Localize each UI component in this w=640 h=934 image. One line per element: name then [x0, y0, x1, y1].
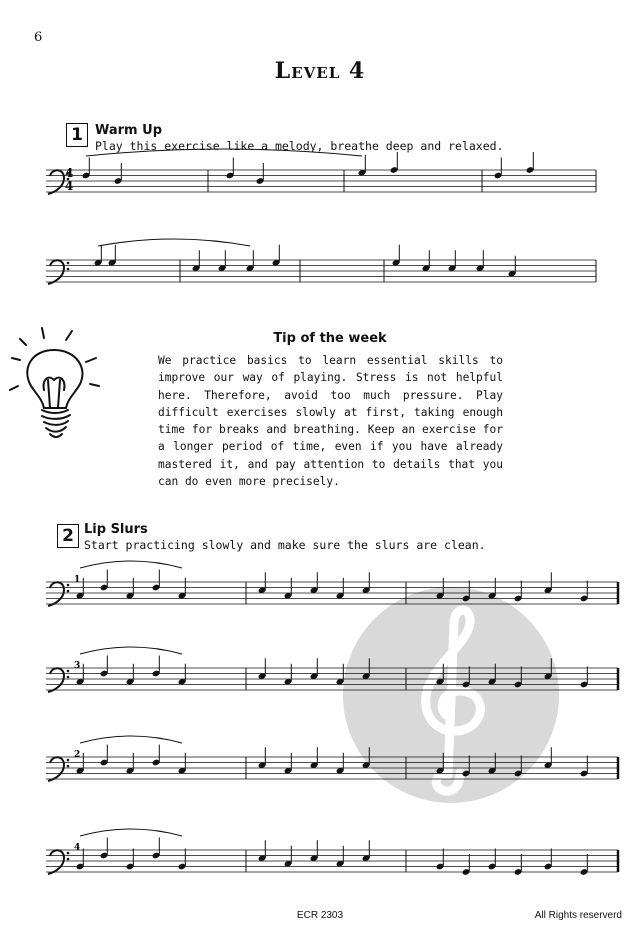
bass-clef: [48, 582, 64, 606]
section-number-badge: 2: [57, 524, 79, 548]
bass-clef: [48, 260, 64, 284]
bass-clef: [48, 757, 64, 781]
bass-clef: [48, 850, 64, 874]
section-number-badge: 1: [66, 123, 88, 147]
slur: [80, 829, 182, 836]
footer-code: ECR 2303: [296, 910, 344, 921]
bass-clef: [48, 170, 64, 194]
bass-clef-dot: [67, 676, 70, 679]
bass-clef-dot: [67, 268, 70, 271]
slur: [80, 647, 182, 654]
slur: [80, 736, 182, 743]
bass-clef-dot: [67, 590, 70, 593]
section-description: Play this exercise like a melody, breathe deep and relaxed.: [95, 139, 504, 153]
slur: [86, 149, 362, 156]
section-title: Lip Slurs: [84, 522, 148, 537]
line-label: 3: [74, 661, 81, 671]
tip-body: We practice basics to learn essential skills to improve our way of playing. Stress is not helpful here. Therefore, avoid too much pressure. Play difficult exercises slowly at first, taking enough time for breaks and breathing. Keep an exercise for a longer period of time, even if you have already mastered it, and pay attention to details that you can do even more precisely.: [158, 354, 503, 489]
time-signature-bottom: 4: [65, 179, 74, 193]
section-title: Warm Up: [95, 123, 162, 138]
bass-clef-dot: [67, 765, 70, 768]
tip-title: Tip of the week: [273, 331, 387, 346]
bass-clef-dot: [67, 584, 70, 587]
time-signature-top: 4: [65, 166, 74, 180]
section-description: Start practicing slowly and make sure the slurs are clean.: [84, 538, 486, 552]
bass-clef-dot: [67, 262, 70, 265]
line-label: 2: [74, 750, 81, 760]
page-title: Level 4: [274, 58, 366, 84]
slur: [80, 561, 182, 568]
bass-clef-dot: [67, 858, 70, 861]
slur: [98, 239, 250, 246]
line-label: 1: [74, 575, 81, 585]
page-number: 6: [34, 30, 43, 45]
line-label: 4: [74, 843, 81, 853]
bass-clef-dot: [67, 759, 70, 762]
bass-clef-dot: [67, 670, 70, 673]
bass-clef-dot: [67, 852, 70, 855]
bass-clef: [48, 668, 64, 692]
footer-rights: All Rights reserverd: [534, 910, 622, 921]
